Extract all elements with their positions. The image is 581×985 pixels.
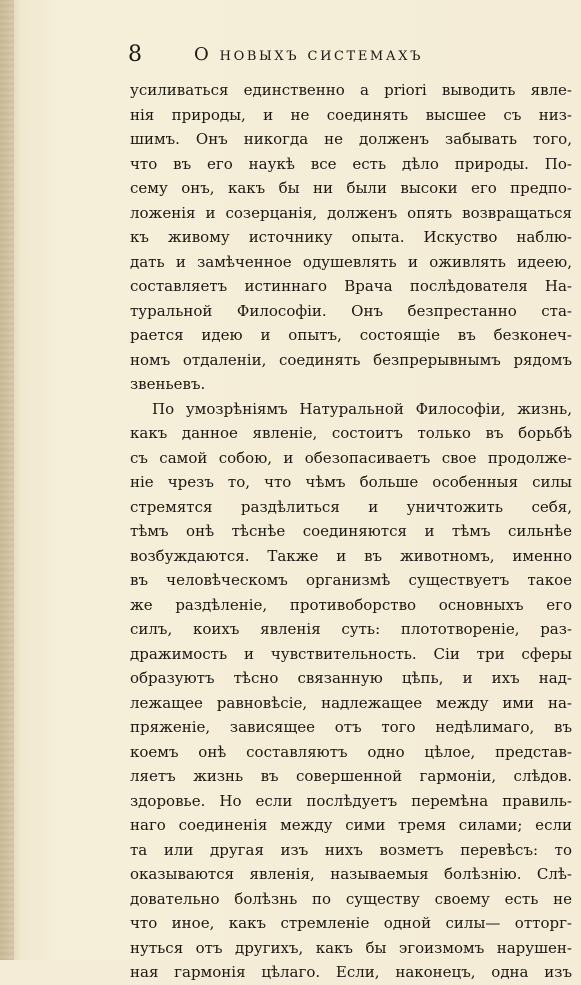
page-gutter-edge: [0, 0, 14, 960]
page-body-text: [130, 78, 572, 985]
text-line: нія природы, и не соединять высшее съ низ-: [130, 105, 572, 124]
text-line: коемъ онѣ составляютъ одно цѣлое, представ-: [130, 742, 572, 761]
text-line: ляетъ жизнь въ совершенной гармоніи, слѣдов.: [130, 767, 572, 785]
text-line: къ живому источнику опыта. Искуство наблю-: [130, 228, 572, 246]
text-line: составляетъ истиннаго Врача послѣдователя На-: [130, 277, 572, 295]
text-line: возбуждаются. Также и въ животномъ, именно: [130, 546, 572, 565]
text-line: же раздѣленіе, противоборство основныхъ его: [130, 595, 572, 614]
paragraph-2: [130, 397, 572, 985]
text-line: лежащее равновѣсіе, надлежащее между ими на-: [130, 693, 572, 712]
paragraph-1: [130, 78, 572, 397]
text-line: ніе чрезъ то, что чѣмъ больше особенныя силы: [130, 473, 572, 491]
text-line: ложенія и созерцанія, долженъ опять возвращаться: [130, 203, 572, 222]
text-line: рается идею и опытъ, состоящіе въ безконеч-: [130, 326, 572, 344]
text-line: оказываются явленія, называемыя болѣзнію. Слѣ-: [130, 865, 572, 883]
text-line: стремятся раздѣлиться и уничтожить себя,: [130, 497, 572, 516]
text-line: пряженіе, зависящее отъ того недѣлимаго, въ: [130, 718, 572, 736]
page-header: [128, 40, 568, 70]
text-line: дражимость и чувствительность. Сіи три сферы: [130, 644, 572, 663]
text-line: тѣмъ онѣ тѣснѣе соединяются и тѣмъ сильнѣе: [130, 522, 572, 540]
text-line: номъ отдаленіи, соединять безпрерывнымъ рядомъ: [130, 350, 572, 369]
text-line: образуютъ тѣсно связанную цѣпь, и ихъ над-: [130, 669, 572, 687]
text-line: довательно болѣзнь по существу своему есть не: [130, 889, 572, 908]
text-line: въ человѣческомъ организмѣ существуетъ такое: [130, 571, 572, 589]
text-line: что въ его наукѣ все есть дѣло природы. По-: [130, 154, 572, 173]
text-line: звеньевъ.: [130, 375, 206, 393]
text-line: та или другая изъ нихъ возметъ перевѣсъ: то: [130, 840, 572, 859]
text-line: сему онъ, какъ бы ни были высоки его предпо-: [130, 179, 572, 197]
text-line: По умозрѣніямъ Натуральной Философіи, жизнь,: [152, 399, 572, 418]
text-line: ная гармонія цѣлаго. Если, наконецъ, одна изъ: [130, 963, 572, 981]
text-line: дать и замѣченное одушевлять и оживлять идеею,: [130, 252, 572, 271]
text-line: что иное, какъ стремленіе одной силы— отторг-: [130, 914, 572, 932]
text-line: усиливаться единственно a priori выводить явле-: [130, 81, 572, 99]
text-line: силъ, коихъ явленія суть: плототвореніе, раз-: [130, 620, 572, 638]
text-line: наго соединенія между сими тремя силами; если: [130, 816, 572, 834]
text-line: шимъ. Онъ никогда не долженъ забывать того,: [130, 130, 572, 148]
text-line: съ самой собою, и обезопасиваетъ свое продолже-: [130, 448, 572, 467]
page-number: 8: [128, 42, 142, 67]
text-line: туральной Философіи. Онъ безпрестанно ста-: [130, 301, 572, 320]
text-line: здоровье. Но если послѣдуетъ перемѣна правиль-: [130, 791, 572, 810]
text-line: какъ данное явленіе, состоитъ только въ борьбѣ: [130, 424, 572, 442]
running-head: О новыхъ системахъ: [194, 44, 424, 65]
text-line: нуться отъ другихъ, какъ бы эгоизмомъ нарушен-: [130, 938, 572, 957]
